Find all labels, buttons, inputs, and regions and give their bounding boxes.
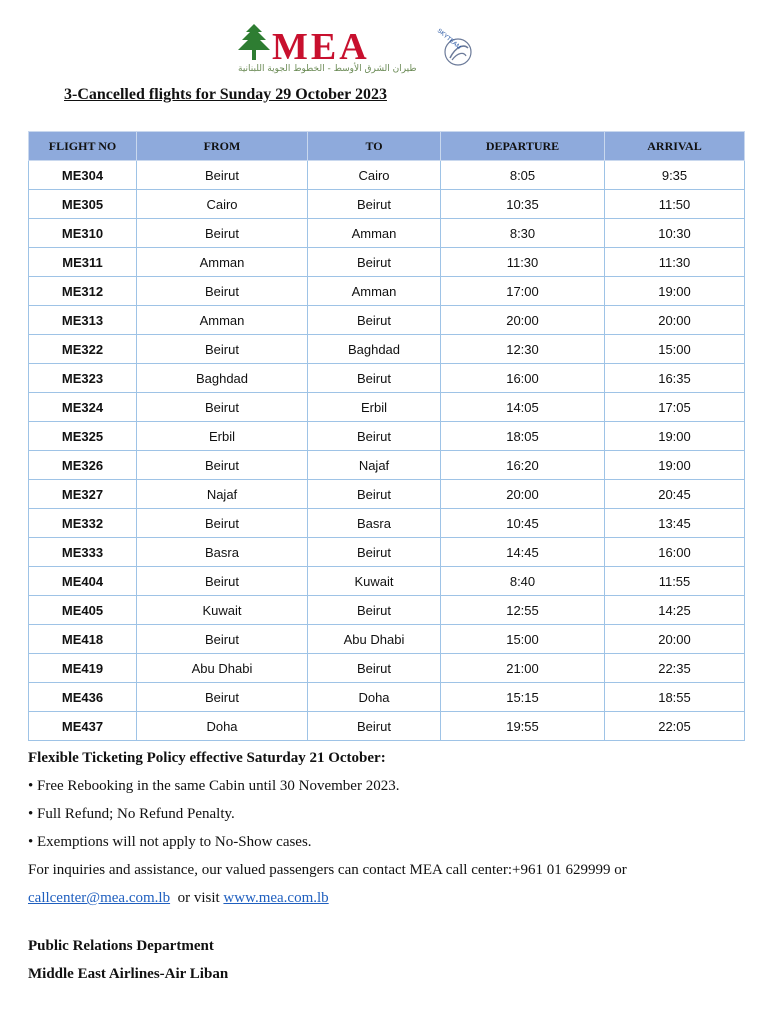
column-header-to: TO bbox=[308, 132, 441, 161]
arrival-cell: 9:35 bbox=[605, 161, 745, 190]
departure-cell: 8:05 bbox=[441, 161, 605, 190]
from-cell: Cairo bbox=[137, 190, 308, 219]
to-cell: Najaf bbox=[308, 451, 441, 480]
table-row bbox=[29, 364, 745, 393]
departure-cell: 15:00 bbox=[441, 625, 605, 654]
table-row bbox=[29, 596, 745, 625]
from-cell: Basra bbox=[137, 538, 308, 567]
from-cell: Baghdad bbox=[137, 364, 308, 393]
to-cell: Beirut bbox=[308, 422, 441, 451]
cedar-icon bbox=[236, 24, 272, 64]
to-cell: Beirut bbox=[308, 248, 441, 277]
arrival-cell: 20:00 bbox=[605, 306, 745, 335]
to-cell: Doha bbox=[308, 683, 441, 712]
arrival-cell: 13:45 bbox=[605, 509, 745, 538]
to-cell: Beirut bbox=[308, 364, 441, 393]
table-row bbox=[29, 335, 745, 364]
to-cell: Beirut bbox=[308, 480, 441, 509]
from-cell: Beirut bbox=[137, 335, 308, 364]
contact-links-line bbox=[28, 884, 744, 912]
arrival-cell: 19:00 bbox=[605, 277, 745, 306]
logo-arabic-text: طيران الشرق الأوسط - الخطوط الجوية اللبنانية bbox=[238, 64, 417, 74]
arrival-cell: 18:55 bbox=[605, 683, 745, 712]
flight-no-cell: ME419 bbox=[29, 654, 137, 683]
table-header-row bbox=[29, 132, 745, 161]
departure-cell: 8:40 bbox=[441, 567, 605, 596]
arrival-cell: 22:05 bbox=[605, 712, 745, 741]
arrival-cell: 19:00 bbox=[605, 451, 745, 480]
to-cell: Abu Dhabi bbox=[308, 625, 441, 654]
from-cell: Amman bbox=[137, 306, 308, 335]
from-cell: Doha bbox=[137, 712, 308, 741]
visit-text: or visit bbox=[177, 890, 220, 906]
arrival-cell: 19:00 bbox=[605, 422, 745, 451]
arrival-cell: 11:30 bbox=[605, 248, 745, 277]
column-header-departure: DEPARTURE bbox=[441, 132, 605, 161]
flight-no-cell: ME333 bbox=[29, 538, 137, 567]
from-cell: Beirut bbox=[137, 161, 308, 190]
from-cell: Amman bbox=[137, 248, 308, 277]
from-cell: Beirut bbox=[137, 567, 308, 596]
flight-no-cell: ME405 bbox=[29, 596, 137, 625]
flight-no-cell: ME324 bbox=[29, 393, 137, 422]
from-cell: Beirut bbox=[137, 277, 308, 306]
flight-no-cell: ME311 bbox=[29, 248, 137, 277]
departure-cell: 8:30 bbox=[441, 219, 605, 248]
from-cell: Abu Dhabi bbox=[137, 654, 308, 683]
flight-no-cell: ME322 bbox=[29, 335, 137, 364]
departure-cell: 12:30 bbox=[441, 335, 605, 364]
skyteam-label: SKYTEAM bbox=[435, 28, 462, 52]
from-cell: Beirut bbox=[137, 219, 308, 248]
flight-no-cell: ME305 bbox=[29, 190, 137, 219]
flight-no-cell: ME437 bbox=[29, 712, 137, 741]
to-cell: Beirut bbox=[308, 654, 441, 683]
arrival-cell: 15:00 bbox=[605, 335, 745, 364]
company-name: Middle East Airlines-Air Liban bbox=[28, 966, 229, 982]
to-cell: Basra bbox=[308, 509, 441, 538]
column-header-flight-no: FLIGHT NO bbox=[29, 132, 137, 161]
to-cell: Amman bbox=[308, 219, 441, 248]
table-row bbox=[29, 625, 745, 654]
departure-cell: 21:00 bbox=[441, 654, 605, 683]
policy-bullet-exemptions: • Exemptions will not apply to No-Show cases. bbox=[28, 834, 312, 850]
departure-cell: 16:00 bbox=[441, 364, 605, 393]
policy-bullet-rebooking: • Free Rebooking in the same Cabin until 30 November 2023. bbox=[28, 778, 400, 794]
flight-no-cell: ME404 bbox=[29, 567, 137, 596]
flight-no-cell: ME304 bbox=[29, 161, 137, 190]
arrival-cell: 22:35 bbox=[605, 654, 745, 683]
table-row bbox=[29, 277, 745, 306]
policy-heading: Flexible Ticketing Policy effective Saturday 21 October: bbox=[28, 750, 386, 766]
from-cell: Beirut bbox=[137, 509, 308, 538]
page-title: 3-Cancelled flights for Sunday 29 October 2023 bbox=[64, 86, 387, 103]
flight-no-cell: ME436 bbox=[29, 683, 137, 712]
from-cell: Erbil bbox=[137, 422, 308, 451]
departure-cell: 10:45 bbox=[441, 509, 605, 538]
flight-no-cell: ME325 bbox=[29, 422, 137, 451]
table-row bbox=[29, 538, 745, 567]
flight-no-cell: ME323 bbox=[29, 364, 137, 393]
cancelled-flights-table bbox=[28, 131, 745, 741]
arrival-cell: 11:50 bbox=[605, 190, 745, 219]
arrival-cell: 10:30 bbox=[605, 219, 745, 248]
departure-cell: 20:00 bbox=[441, 306, 605, 335]
column-header-from: FROM bbox=[137, 132, 308, 161]
arrival-cell: 16:35 bbox=[605, 364, 745, 393]
departure-cell: 14:45 bbox=[441, 538, 605, 567]
flight-no-cell: ME310 bbox=[29, 219, 137, 248]
flight-no-cell: ME418 bbox=[29, 625, 137, 654]
to-cell: Amman bbox=[308, 277, 441, 306]
column-header-arrival: ARRIVAL bbox=[605, 132, 745, 161]
department-name: Public Relations Department bbox=[28, 938, 214, 954]
departure-cell: 19:55 bbox=[441, 712, 605, 741]
table-row bbox=[29, 480, 745, 509]
table-row bbox=[29, 393, 745, 422]
departure-cell: 20:00 bbox=[441, 480, 605, 509]
departure-cell: 10:35 bbox=[441, 190, 605, 219]
table-row bbox=[29, 509, 745, 538]
to-cell: Baghdad bbox=[308, 335, 441, 364]
table-row bbox=[29, 190, 745, 219]
to-cell: Beirut bbox=[308, 712, 441, 741]
table-row bbox=[29, 683, 745, 712]
arrival-cell: 11:55 bbox=[605, 567, 745, 596]
departure-cell: 12:55 bbox=[441, 596, 605, 625]
table-row bbox=[29, 306, 745, 335]
departure-cell: 15:15 bbox=[441, 683, 605, 712]
flight-no-cell: ME327 bbox=[29, 480, 137, 509]
table-row bbox=[29, 422, 745, 451]
logo-text: MEA bbox=[272, 26, 370, 68]
from-cell: Beirut bbox=[137, 683, 308, 712]
table-row bbox=[29, 451, 745, 480]
email-link[interactable]: callcenter@mea.com.lb bbox=[28, 890, 171, 906]
to-cell: Kuwait bbox=[308, 567, 441, 596]
skyteam-logo bbox=[432, 26, 476, 70]
contact-text: For inquiries and assistance, our valued passengers can contact MEA call center:+961 01 629999 or bbox=[28, 862, 627, 878]
flight-no-cell: ME326 bbox=[29, 451, 137, 480]
departure-cell: 17:00 bbox=[441, 277, 605, 306]
from-cell: Kuwait bbox=[137, 596, 308, 625]
from-cell: Beirut bbox=[137, 393, 308, 422]
website-link[interactable]: www.mea.com.lb bbox=[223, 890, 329, 906]
departure-cell: 11:30 bbox=[441, 248, 605, 277]
to-cell: Beirut bbox=[308, 306, 441, 335]
to-cell: Beirut bbox=[308, 596, 441, 625]
arrival-cell: 17:05 bbox=[605, 393, 745, 422]
table-row bbox=[29, 712, 745, 741]
departure-cell: 18:05 bbox=[441, 422, 605, 451]
arrival-cell: 14:25 bbox=[605, 596, 745, 625]
departure-cell: 14:05 bbox=[441, 393, 605, 422]
arrival-cell: 20:00 bbox=[605, 625, 745, 654]
policy-bullet-refund: • Full Refund; No Refund Penalty. bbox=[28, 806, 235, 822]
to-cell: Beirut bbox=[308, 190, 441, 219]
flight-no-cell: ME332 bbox=[29, 509, 137, 538]
table-row bbox=[29, 248, 745, 277]
mea-logo bbox=[236, 22, 496, 80]
from-cell: Beirut bbox=[137, 625, 308, 654]
table-row bbox=[29, 567, 745, 596]
arrival-cell: 16:00 bbox=[605, 538, 745, 567]
from-cell: Beirut bbox=[137, 451, 308, 480]
signature-block bbox=[28, 932, 228, 988]
departure-cell: 16:20 bbox=[441, 451, 605, 480]
ticketing-policy bbox=[28, 744, 744, 912]
arrival-cell: 20:45 bbox=[605, 480, 745, 509]
table-row bbox=[29, 219, 745, 248]
flight-no-cell: ME312 bbox=[29, 277, 137, 306]
table-row bbox=[29, 161, 745, 190]
from-cell: Najaf bbox=[137, 480, 308, 509]
table-row bbox=[29, 654, 745, 683]
flight-no-cell: ME313 bbox=[29, 306, 137, 335]
to-cell: Erbil bbox=[308, 393, 441, 422]
to-cell: Beirut bbox=[308, 538, 441, 567]
to-cell: Cairo bbox=[308, 161, 441, 190]
